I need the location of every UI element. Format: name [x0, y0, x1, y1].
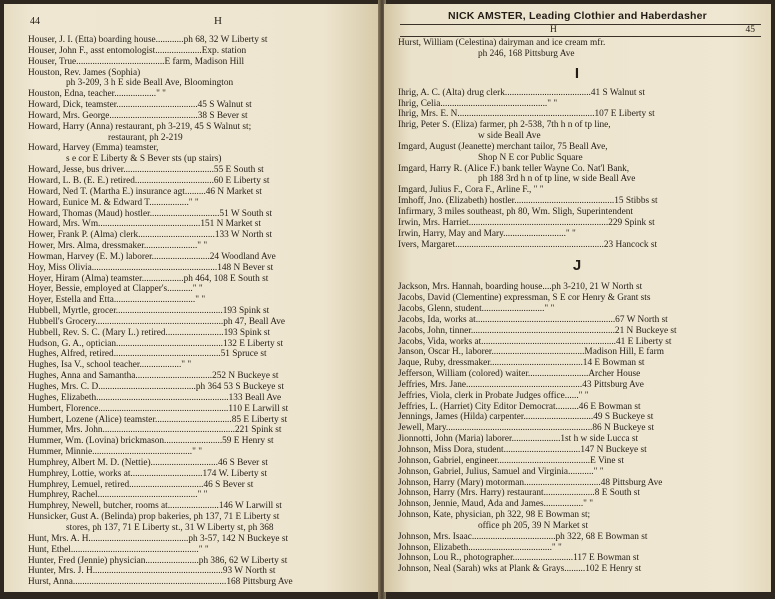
entry-text: Ihrig, Peter S. (Eliza) farmer, ph 2-538, 7th h n of tp line, — [398, 120, 611, 131]
directory-entry — [28, 480, 372, 491]
entry-text: Imgard, Julius F., Cora F., Arline F., " " — [398, 185, 544, 196]
directory-entry — [28, 295, 372, 306]
directory-entry — [28, 349, 372, 360]
entry-text: Humbert, Lozene (Alice) teamster.................................85 E Liberty st — [28, 414, 288, 425]
directory-entry — [28, 415, 372, 426]
entry-text: Jefferson, William (colored) waiter..........................Archer House — [398, 369, 641, 380]
entry-text: Howard, L. B. (E. E.) retired..................................60 E Liberty st — [28, 175, 270, 186]
directory-entry — [28, 328, 372, 339]
directory-entry — [28, 78, 372, 89]
right-page-running-title: NICK AMSTER, Leading Clothier and Haberdasher — [448, 10, 707, 22]
entry-text: Hunt, Ethel......................................................." " — [28, 544, 209, 555]
directory-entry — [398, 304, 756, 315]
entry-text: Hunter, Fred (Jennie) physician.......................ph 386, 62 W Liberty st — [28, 555, 288, 566]
directory-entry — [28, 393, 372, 404]
directory-entry — [28, 339, 372, 350]
entry-text: s e cor E Liberty & S Bever sts (up stairs) — [66, 154, 222, 165]
directory-entry — [28, 534, 372, 545]
entry-text: Johnson, Harry (Mary) motorman.................................48 Pittsburg Ave — [398, 477, 663, 488]
entry-text: Humphrey, Newell, butcher, rooms at......................146 W Larwill st — [28, 501, 282, 512]
entry-text: Ihrig, Mrs. E. N...........................................................107 E Liberty st — [398, 109, 655, 120]
entry-text: Hoyer, Hiram (Alma) teamster..................ph 464, 108 E South st — [28, 273, 269, 284]
directory-entry — [28, 371, 372, 382]
directory-entry — [398, 229, 756, 240]
directory-entry — [28, 241, 372, 252]
entry-text: Imgard, August (Jeanette) merchant tailor, 75 Beall Ave, — [398, 141, 608, 152]
entry-text: Hunsicker, Gust A. (Belinda) prop bakeries, ph 137, 71 E Liberty st — [28, 512, 280, 523]
directory-entry — [28, 469, 372, 480]
entry-text: Jacobs, David (Clementine) expressman, S E cor Henry & Grant sts — [398, 293, 651, 304]
directory-entry — [398, 218, 756, 229]
entry-text: Hughes, Mrs. C. D..........................................ph 364 53 S Buckeye st — [28, 382, 284, 392]
entry-text: Hughes, Anna and Samantha.................................252 N Buckeye st — [28, 371, 279, 382]
entry-text: Hubbell's Grocery.......................................................ph 47, Beall Ave — [28, 316, 286, 327]
entry-text: Jewell, Mary...............................................................86 N Buckeye st — [398, 423, 655, 434]
entry-text: Hunt, Mrs. A. H...........................................ph 3-57, 142 N Buckeye st — [28, 533, 289, 544]
entry-text: Houston, Edna, teacher.................." " — [28, 89, 166, 100]
directory-entry — [28, 154, 372, 165]
entry-text: Jacobs, Ida, works at............................................................67 W North st — [398, 314, 668, 325]
directory-entry — [398, 164, 756, 175]
directory-entry — [398, 499, 756, 510]
directory-entry — [28, 263, 372, 274]
directory-entry — [28, 198, 372, 209]
directory-entry — [28, 360, 372, 371]
entry-text: Hummer, Wm. (Lovina) brickmason.........................59 E Henry st — [28, 436, 274, 447]
directory-entry — [28, 209, 372, 220]
directory-entry — [398, 240, 756, 251]
directory-entry — [398, 142, 756, 153]
entry-text: Jeffries, L. (Harriet) City Editor Democrat..........46 E Bowman st — [398, 401, 641, 412]
directory-entry — [398, 49, 756, 60]
directory-entry — [398, 369, 756, 380]
right-directory-column — [398, 38, 756, 575]
entry-text: Howard, Ned T. (Martha E.) insurance agt.........46 N Market st — [28, 186, 262, 197]
entry-text: Hughes, Alfred, retired..............................................51 Spruce st — [28, 349, 267, 360]
directory-entry — [28, 512, 372, 523]
directory-entry — [28, 566, 372, 577]
directory-entry — [398, 315, 756, 326]
entry-text: Hughes, Isa V., school teacher.................." " — [28, 360, 192, 371]
entry-text: Ivers, Margaret................................................................23 Hancock st — [398, 239, 658, 250]
directory-entry — [28, 458, 372, 469]
entry-text: Ihrig, A. C. (Alta) drug clerk.....................................41 S Walnut st — [398, 87, 645, 98]
directory-entry — [28, 382, 372, 393]
entry-text: Houston, Rev. James (Sophia) — [28, 67, 141, 78]
directory-entry — [398, 412, 756, 423]
entry-text: Hoyer, Bessie, employed at Clapper's..........." " — [28, 284, 203, 295]
directory-entry — [28, 100, 372, 111]
directory-entry — [28, 219, 372, 230]
section-letter-j: J — [572, 257, 582, 275]
directory-entry — [398, 109, 756, 120]
directory-entry — [28, 545, 372, 556]
directory-entry — [398, 456, 756, 467]
directory-entry — [28, 143, 372, 154]
directory-entry — [398, 185, 756, 196]
directory-entry — [398, 120, 756, 131]
entry-text: Hower, Mrs. Alma, dressmaker......................." " — [28, 241, 208, 252]
entry-text: w side Beall Ave — [478, 131, 541, 142]
entry-text: Jionnotti, John (Maria) laborer.....................1st h w side Lucca st — [398, 434, 639, 445]
j-entries — [398, 282, 756, 575]
directory-entry — [398, 478, 756, 489]
directory-entry — [28, 122, 372, 133]
entry-text: Janson, Oscar H., laborer........................................Madison Hill, E farm — [398, 347, 664, 358]
directory-entry — [28, 317, 372, 328]
entry-text: Howard, Dick, teamster...................................45 S Walnut st — [28, 100, 252, 111]
entry-text: Infirmary, 3 miles southeast, ph 80, Wm. Sligh, Superintendent — [398, 206, 633, 217]
h-continuation-entries — [398, 38, 756, 60]
entry-text: Johnson, Neal (Sarah) wks at Plank & Grays.........102 E Henry st — [398, 564, 642, 575]
entry-text: Howard, Harry (Anna) restaurant, ph 3-219, 45 S Walnut st; — [28, 121, 252, 132]
entry-text: Houser, J. I. (Etta) boarding house............ph 68, 32 W Liberty st — [28, 35, 268, 45]
entry-text: Jacobs, Glenn, student..........................." " — [398, 304, 555, 315]
directory-entry — [28, 187, 372, 198]
entry-text: Johnson, Lou R., photographer..........................117 E Bowman st — [398, 553, 640, 564]
entry-text: Houser, John F., asst entomologist....................Exp. station — [28, 45, 247, 56]
directory-entry — [28, 501, 372, 512]
entry-text: Imhoff, Jno. (Elizabeth) hostler...........................................15 Stibbs st — [398, 196, 658, 207]
directory-entry — [28, 274, 372, 285]
entry-text: Humphrey, Lemuel, retired................................46 S Bever st — [28, 479, 254, 490]
entry-text: Humphrey, Lottie, works at...............................174 W. Liberty st — [28, 468, 268, 479]
left-page-header — [4, 14, 380, 30]
entry-text: Howman, Harvey (E. M.) laborer.........................24 Woodland Ave — [28, 251, 276, 262]
right-page — [384, 4, 771, 592]
entry-text: Hubbell, Myrtle, grocer..............................................193 Spink st — [28, 306, 270, 317]
directory-entry — [28, 35, 372, 46]
entry-text: Hoy, Miss Olivia......................................................148 N Bever st — [28, 262, 274, 273]
directory-entry — [28, 111, 372, 122]
entry-text: Johnson, Elizabeth...................................." " — [398, 542, 562, 553]
directory-entry — [28, 577, 372, 588]
directory-entry — [398, 467, 756, 478]
entry-text: ph 3-209, 3 h E side Beall Ave, Bloomington — [66, 78, 234, 89]
directory-entry — [398, 445, 756, 456]
entry-text: Hummer, Minnie..........................................." " — [28, 447, 203, 458]
entry-text: Hower, Frank P. (Alma) clerk.................................133 W North st — [28, 230, 273, 241]
entry-text: Irwin, Mrs. Harriet............................................................229 Spink st — [398, 217, 655, 228]
entry-text: Jennings, James (Hilda) carpenter..............................49 S Buckeye st — [398, 412, 654, 423]
entry-text: Johnson, Harry (Mrs. Harry) restaurant......................8 E South st — [398, 488, 640, 499]
directory-entry — [398, 347, 756, 358]
directory-entry — [28, 447, 372, 458]
directory-entry — [28, 57, 372, 68]
directory-entry — [398, 423, 756, 434]
directory-entry — [28, 284, 372, 295]
i-entries — [398, 88, 756, 251]
directory-entry — [398, 434, 756, 445]
directory-entry — [28, 133, 372, 144]
entry-text: Humbert, Florence........................................................110 E Larwill st — [28, 403, 289, 414]
entry-text: Shop N E cor Public Square — [478, 152, 583, 163]
directory-entry — [398, 282, 756, 293]
directory-entry — [398, 174, 756, 185]
entry-text: Houser, True......................................E farm, Madison Hill — [28, 56, 245, 67]
directory-entry — [28, 252, 372, 263]
entry-text: Johnson, Gabriel, engineer........................................E Vine st — [398, 455, 624, 466]
entry-text: Johnson, Mrs. Isaac....................................ph 322, 68 E Bowman st — [398, 531, 648, 542]
entry-text: Jacobs, John, tinner..............................................................21 N Buckeye st — [398, 325, 677, 336]
directory-entry — [398, 196, 756, 207]
entry-text: Johnson, Gabriel, Julius, Samuel and Virginia..........." " — [398, 466, 604, 477]
section-letter-i: I — [574, 64, 580, 82]
directory-entry — [398, 207, 756, 218]
entry-text: Hurst, William (Celestina) dairyman and ice cream mfr. — [398, 38, 606, 48]
entry-text: Jackson, Mrs. Hannah, boarding house....ph 3-210, 21 W North st — [398, 282, 643, 293]
directory-entry — [398, 88, 756, 99]
directory-entry — [28, 404, 372, 415]
entry-text: Irwin, Harry, May and Mary..........................." " — [398, 228, 576, 239]
directory-entry — [398, 532, 756, 543]
directory-entry — [28, 230, 372, 241]
entry-text: office ph 205, 39 N Market st — [478, 520, 589, 531]
directory-entry — [398, 293, 756, 304]
entry-text: restaurant, ph 2-219 — [108, 132, 183, 143]
entry-text: Hummer, Mrs. John.........................................................221 Spink st — [28, 425, 282, 436]
directory-entry — [28, 490, 372, 501]
entry-text: Howard, Thomas (Maud) hostler..............................51 W South st — [28, 208, 273, 219]
right-header-letter: H — [550, 25, 557, 35]
directory-entry — [398, 131, 756, 142]
entry-text: Hubbell, Rev. S. C. (Mary L.) retired.........................193 Spink st — [28, 327, 271, 338]
directory-entry — [28, 68, 372, 79]
directory-entry — [398, 99, 756, 110]
entry-text: Jeffries, Mrs. Jane..................................................43 Pittsburg Ave — [398, 379, 644, 390]
entry-text: Howard, Mrs. Wm............................................151 N Market st — [28, 219, 262, 230]
right-page-number: 45 — [745, 25, 755, 35]
directory-entry — [398, 358, 756, 369]
left-header-letter: H — [214, 15, 222, 27]
entry-text: Jaque, Ruby, dressmaker........................................14 E Bowman st — [398, 358, 645, 369]
entry-text: Howard, Jesse, bus driver.......................................55 E South st — [28, 165, 264, 176]
left-directory-column — [28, 35, 372, 588]
directory-entry — [28, 556, 372, 567]
directory-entry — [398, 510, 756, 521]
entry-text: stores, ph 137, 71 E Liberty st., 31 W Liberty st, ph 368 — [66, 522, 274, 533]
entry-text: ph 188 3rd h n of tp line, w side Beall Ave — [478, 174, 636, 185]
directory-entry — [398, 380, 756, 391]
entry-text: Hunter, Mrs. J. H........................................................93 W North st — [28, 566, 276, 577]
directory-entry — [398, 488, 756, 499]
entry-text: Johnson, Kate, physician, ph 322, 98 E Bowman st; — [398, 510, 591, 521]
entry-text: Johnson, Miss Dora, student.................................147 N Buckeye st — [398, 445, 647, 455]
entry-text: Humphrey, Albert M. D. (Nettie).............................46 S Bever st — [28, 457, 268, 468]
entry-text: Hoyer, Estella and Etta..................................." " — [28, 295, 206, 306]
directory-entry — [398, 543, 756, 554]
directory-entry — [398, 153, 756, 164]
left-page — [4, 4, 380, 592]
directory-entry — [398, 402, 756, 413]
directory-entry — [28, 176, 372, 187]
left-page-number: 44 — [30, 16, 40, 27]
directory-entry — [398, 553, 756, 564]
directory-entry — [28, 436, 372, 447]
directory-entry — [28, 523, 372, 534]
directory-entry — [398, 391, 756, 402]
directory-entry — [28, 425, 372, 436]
entry-text: Hughes, Elizabeth.........................................................133 Beall Ave — [28, 392, 282, 403]
directory-entry — [398, 564, 756, 575]
entry-text: Howard, Harvey (Emma) teamster, — [28, 143, 159, 154]
entry-text: Howard, Mrs. George......................................38 S Bever st — [28, 110, 248, 121]
entry-text: Johnson, Jennie, Maud, Ada and James................." " — [398, 499, 594, 510]
entry-text: Jeffries, Viola, clerk in Probate Judges office......" " — [398, 390, 589, 401]
entry-text: Howard, Eunice M. & Edward T................." " — [28, 197, 199, 208]
directory-entry — [398, 337, 756, 348]
directory-entry — [28, 89, 372, 100]
entry-text: Humphrey, Rachel..........................................." " — [28, 490, 208, 501]
directory-entry — [398, 326, 756, 337]
entry-text: ph 246, 168 Pittsburg Ave — [478, 48, 575, 59]
entry-text: Ihrig, Celia.............................................." " — [398, 98, 558, 109]
directory-entry — [398, 38, 756, 49]
directory-entry — [28, 46, 372, 57]
directory-entry — [28, 165, 372, 176]
entry-text: Jacobs, Vida, works at..........................................................41 E Liberty st — [398, 336, 672, 347]
directory-entry — [28, 306, 372, 317]
directory-entry — [398, 521, 756, 532]
entry-text: Imgard, Harry R. (Alice F.) bank teller Wayne Co. Nat'l Bank, — [398, 163, 630, 174]
right-page-header-bar — [400, 24, 761, 37]
entry-text: Hurst, Anna..................................................................168 Pittsburg Ave — [28, 577, 293, 588]
entry-text: Hudson, G. A., optician..............................................132 E Liberty st — [28, 338, 284, 349]
